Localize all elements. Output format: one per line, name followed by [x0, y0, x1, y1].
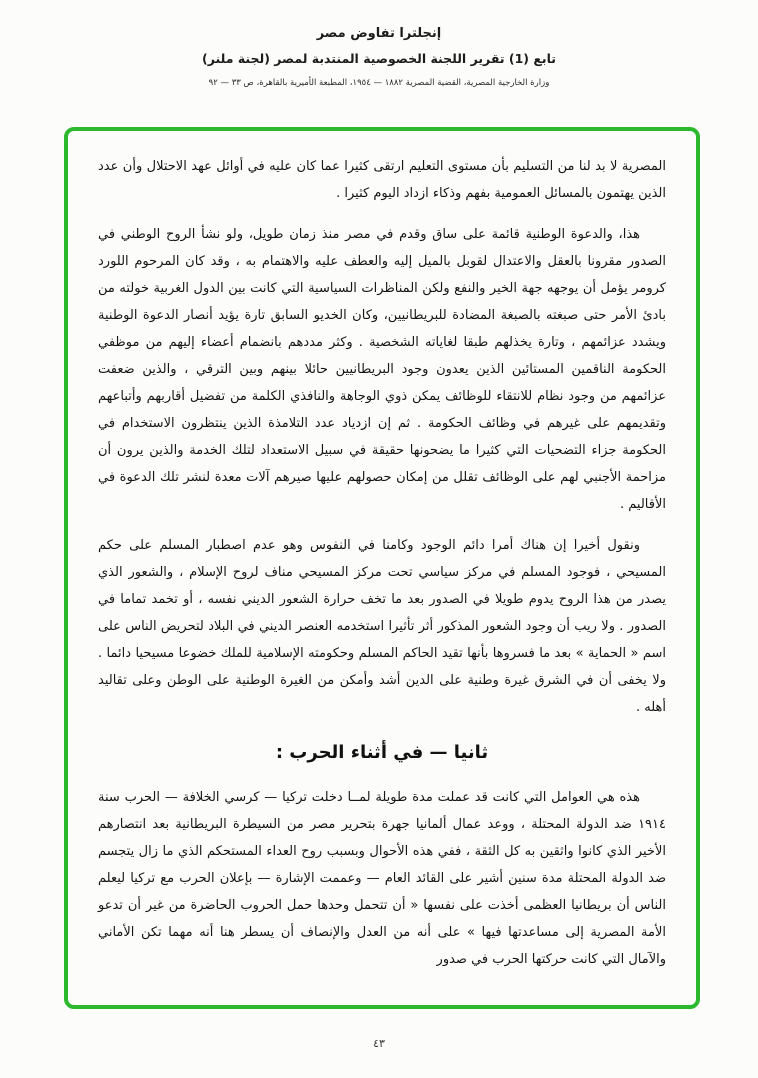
section-heading: ثانيا — في أثناء الحرب : [275, 742, 489, 763]
paragraph: هذه هي العوامل التي كانت قد عملت مدة طويلة لمــا دخلت تركيا — كرسي الخلافة — الحرب سنة ١٩١٤ ضد الدولة المحتلة ، ووعد عمال ألمانيا جهرة بتحرير مصر من السيطرة البريطانية بعد انتصارهم الأخير الذي كانوا واثقين به كل الثقة ، ففي هذه الأحوال وبسبب روح العداء المستحكم الذي ما زال يتجسم ضد الدولة المحتلة مدة سنين أشير على القائد العام — وعممت الإشارة — بإعلان الحرب مع تركيا ليعلم الناس أن بريطانيا العظمى أخذت على نفسها « أن تتحمل وحدها حمل الحروب الحاضرة من غير أن تدعو الأمة المصرية إلى مساعدتها فيها » على أنه من العدل والإنصاف أن يسطر هنا أنه مهما تكن الأماني والآمال التي كانت حركتها الحرب في صدور [98, 790, 666, 967]
paragraph: المصرية لا بد لنا من التسليم بأن مستوى التعليم ارتقى كثيرا عما كان عليه في أوائل عهد الاحتلال وأن عدد الذين يهتمون بالمسائل العمومية بفهم وذكاء ازداد اليوم كثيرا . [98, 159, 666, 201]
body-text [98, 153, 666, 973]
document-header [0, 0, 758, 88]
source-citation: وزارة الخارجية المصرية، القضية المصرية ١٨٨٢ — ١٩٥٤، المطبعة الأميرية بالقاهرة، ص ٣٣ — ٩٢ [208, 78, 550, 88]
paragraph: هذا، والدعوة الوطنية قائمة على ساق وقدم في مصر منذ زمان طويل، ولو نشأ الروح الوطني في الصدور مقرونا بالعقل والاعتدال لقوبل بالميل إليه والعطف عليه والاهتمام به ، وقد كان المرحوم اللورد كرومر يؤمل أن يوجهه جهة الخير والنفع ولكن المناظرات السياسية التي كانت بين الدول الغربية خولته من بادئ الأمر حتى صبغته بالصبغة المضادة للبريطانيين، وكان الخديو السابق تارة يؤيد أنصار الدعوة الوطنية ويشدد عزائمهم ، وتارة يخذلهم طبقا لغاياته الشخصية . وكثر مددهم بانضمام أعضاء إليهم من موظفي الحكومة الناقمين المستائين الذين يعدون وجود البريطانيين حائلا بينهم وبين الترقي ، والذين ضعفت عزائمهم من وجود نظام للانتقاء للوظائف يمكن ذوي الوجاهة والنافذي الكلمة من تفضيل أقاربهم وأتباعهم وتقديمهم على غيرهم في وظائف الحكومة . ثم إن ازدياد عدد التلامذة الذين ينتظرون الاستخدام في الحكومة جزاء التضحيات التي كثيرا ما يضحونها حقيقة في سبيل الاستعداد لتلك الخدمة والذين يرون أن مزاحمة الأجنبي لهم على الوظائف تقلل من إمكان حصولهم عليها صيرهم آلات معدة لنشر تلك الدعوة في الأقاليم . [98, 227, 666, 512]
text-frame [64, 127, 700, 1009]
document-subtitle: تابع (1) تقرير اللجنة الخصوصية المنتدبة لمصر (لجنة ملنر) [202, 51, 556, 66]
page-number: ٤٣ [373, 1037, 385, 1050]
paragraph: ونقول أخيرا إن هناك أمرا دائم الوجود وكامنا في النفوس وهو عدم اصطبار المسلم على حكم المسيحي ، فوجود المسلم في مركز سياسي تحت مركز المسيحي مناف لروح الإسلام ، والشعور الذي يصدر من هذا الروح يدوم طويلا في الصدور بعد ما تخف حرارة الشعور الديني نفسه ، أو تخمد تماما في الصدور . ولا ريب أن وجود الشعور المذكور أثر تأثيرا استخدمه العنصر الديني في البلاد لتحريض الناس على اسم « الحماية » بعد ما فسروها بأنها تقيد الحاكم المسلم وحكومته الإسلامية للملك خضوعا مسيحيا دائما . ولا يخفى أن في الشرق غيرة وطنية على الدين أشد وأمكن من الغيرة الوطنية على الوطن وعلى تقاليد أهله . [98, 538, 666, 715]
document-title: إنجلترا تفاوض مصر [316, 26, 442, 41]
